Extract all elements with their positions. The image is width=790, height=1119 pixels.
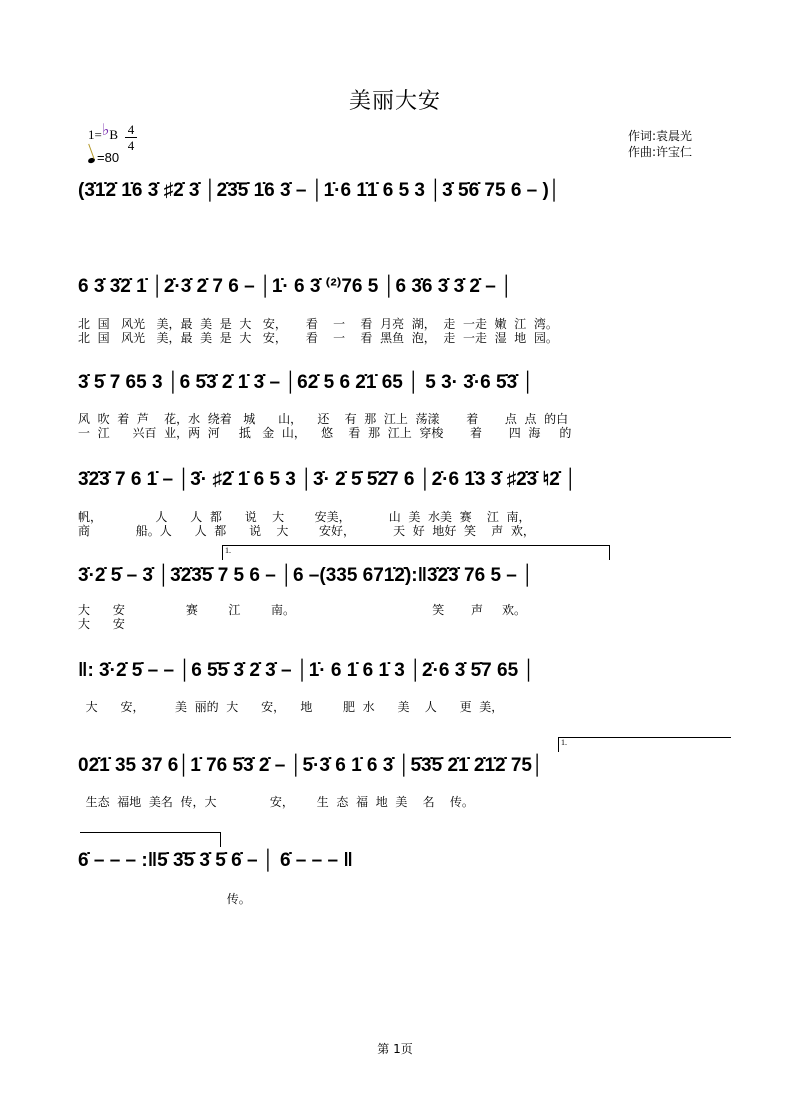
volta-bracket-1: 1. (558, 737, 731, 752)
lyrics-verse-1: 北 国 风光 美，最 美 是 大 安， 看 一 看 月亮 湖， 走 一走 嫩 江 湾。 (78, 317, 558, 331)
notation-line: 3̇2̇3̇ 7 6 1̇ – │3̇· ♯2̇ 1̇ 6 5 3 │3̇· 2̇ 5̇ 5̇2̇7 6 │2̇·6 1̇3 3̇ ♯2̇3̇ ♮2̇ │ (78, 469, 578, 490)
notation-line: (3̇1̇2̇ 1̇6 3̇ ♯2̇ 3̇ │2̇3̇5̇ 1̇6 3̇ – │1̇·6 1̇1̇ 6 5 3 │3̇ 5̇6̇ 75 6 – )│ (78, 180, 561, 201)
flat-icon: ♭ (101, 122, 110, 139)
lyrics-verse-1: 帆， 人 人 都 说 大 安美， 山 美 水美 赛 江 南， (78, 510, 531, 524)
time-signature (125, 122, 137, 153)
lyrics-verse-1: 传。 (78, 892, 251, 906)
notation-line: ‖: 3̇·2̇ 5̇ – – │6 5̇5̇ 3̇ 2̇ 3̇ – │1̇· 6 1̇ 6 1̇ 3 │2̇·6 3̇ 5̇7 65 │ (78, 660, 536, 681)
lyrics-verse-2: 北 国 风光 美，最 美 是 大 安， 看 一 看 黑鱼 泡， 走 一走 湿 地 园。 (78, 331, 558, 345)
composer: 作曲:许宝仁 (628, 145, 693, 159)
tempo-marking (88, 150, 119, 165)
time-signature-top: 4 (127, 122, 135, 137)
lyrics-verse-1: 大 安， 美 丽的 大 安， 地 肥 水 美 人 更 美， (78, 700, 504, 714)
lyrics-verse-2: 一 江 兴百 业，两 河 抵 金 山， 悠 看 那 江上 穿梭 着 四 海 的 (78, 426, 572, 440)
notation-line: 6 3̇ 3̇2̇ 1̇ │2̇·3̇ 2̇ 7 6 – │1̇· 6 3̇ ⁽²⁾76 5 │6 3̇6 3̇ 3̇ 2̇ – │ (78, 276, 513, 297)
time-signature-bottom: 4 (125, 137, 137, 153)
volta-bracket-1: 1. (222, 545, 610, 560)
lyrics-verse-2: 商 船。人 人 都 说 大 安好， 天 好 地好 笑 声 欢， (78, 524, 535, 538)
lyrics-verse-2: 大 安 (78, 617, 125, 631)
notation-line: 6̇ – – – :‖5̇ 3̇5̇ 3̇ 5̇ 6̇ – │ 6̇ – – – ‖ (78, 850, 353, 871)
page-number: 第 1页 (377, 1042, 413, 1056)
notation-line: 3̇ 5̇ 7 65 3 │6 5̇3̇ 2̇ 1̇ 3̇ – │62̇ 5 6 2̇1̇ 65 │ 5 3· 3̇·6 5̇3̇ │ (78, 372, 535, 393)
volta-bracket-continued (80, 832, 221, 847)
quarter-note-icon (87, 157, 95, 164)
song-title: 美丽大安 (348, 89, 441, 114)
notation-line: 02̇1̇ 35 37 6│1̇ 76 5̇3̇ 2̇ – │5̇·3̇ 6 1̇ 6 3̇ │5̇3̇5̇ 2̇1̇ 2̇1̇2̇ 75│ (78, 755, 544, 776)
lyrics-verse-1: 风 吹 着 芦 花，水 绕着 城 山， 还 有 那 江上 荡漾 着 点 点 的白 (78, 412, 569, 426)
lyrics-verse-1: 生态 福地 美名 传，大 安， 生 态 福 地 美 名 传。 (78, 795, 474, 809)
key-note: B (109, 127, 119, 142)
credits (628, 128, 692, 160)
lyrics-verse-1: 大 安 赛 江 南。 笑 声 欢。 (78, 603, 527, 617)
tempo-value: =80 (97, 150, 120, 165)
notation-line: 3̇·2̇ 5̇ – 3̇ │3̇2̇3̇5̇ 7 5 6 – │6 –(335 671̇2̇):‖3̇2̇3̇ 76 5 – │ (78, 565, 535, 586)
lyricist: 作词:袁晨光 (628, 129, 693, 143)
key-prefix: 1= (88, 127, 102, 142)
key-signature (88, 124, 118, 144)
